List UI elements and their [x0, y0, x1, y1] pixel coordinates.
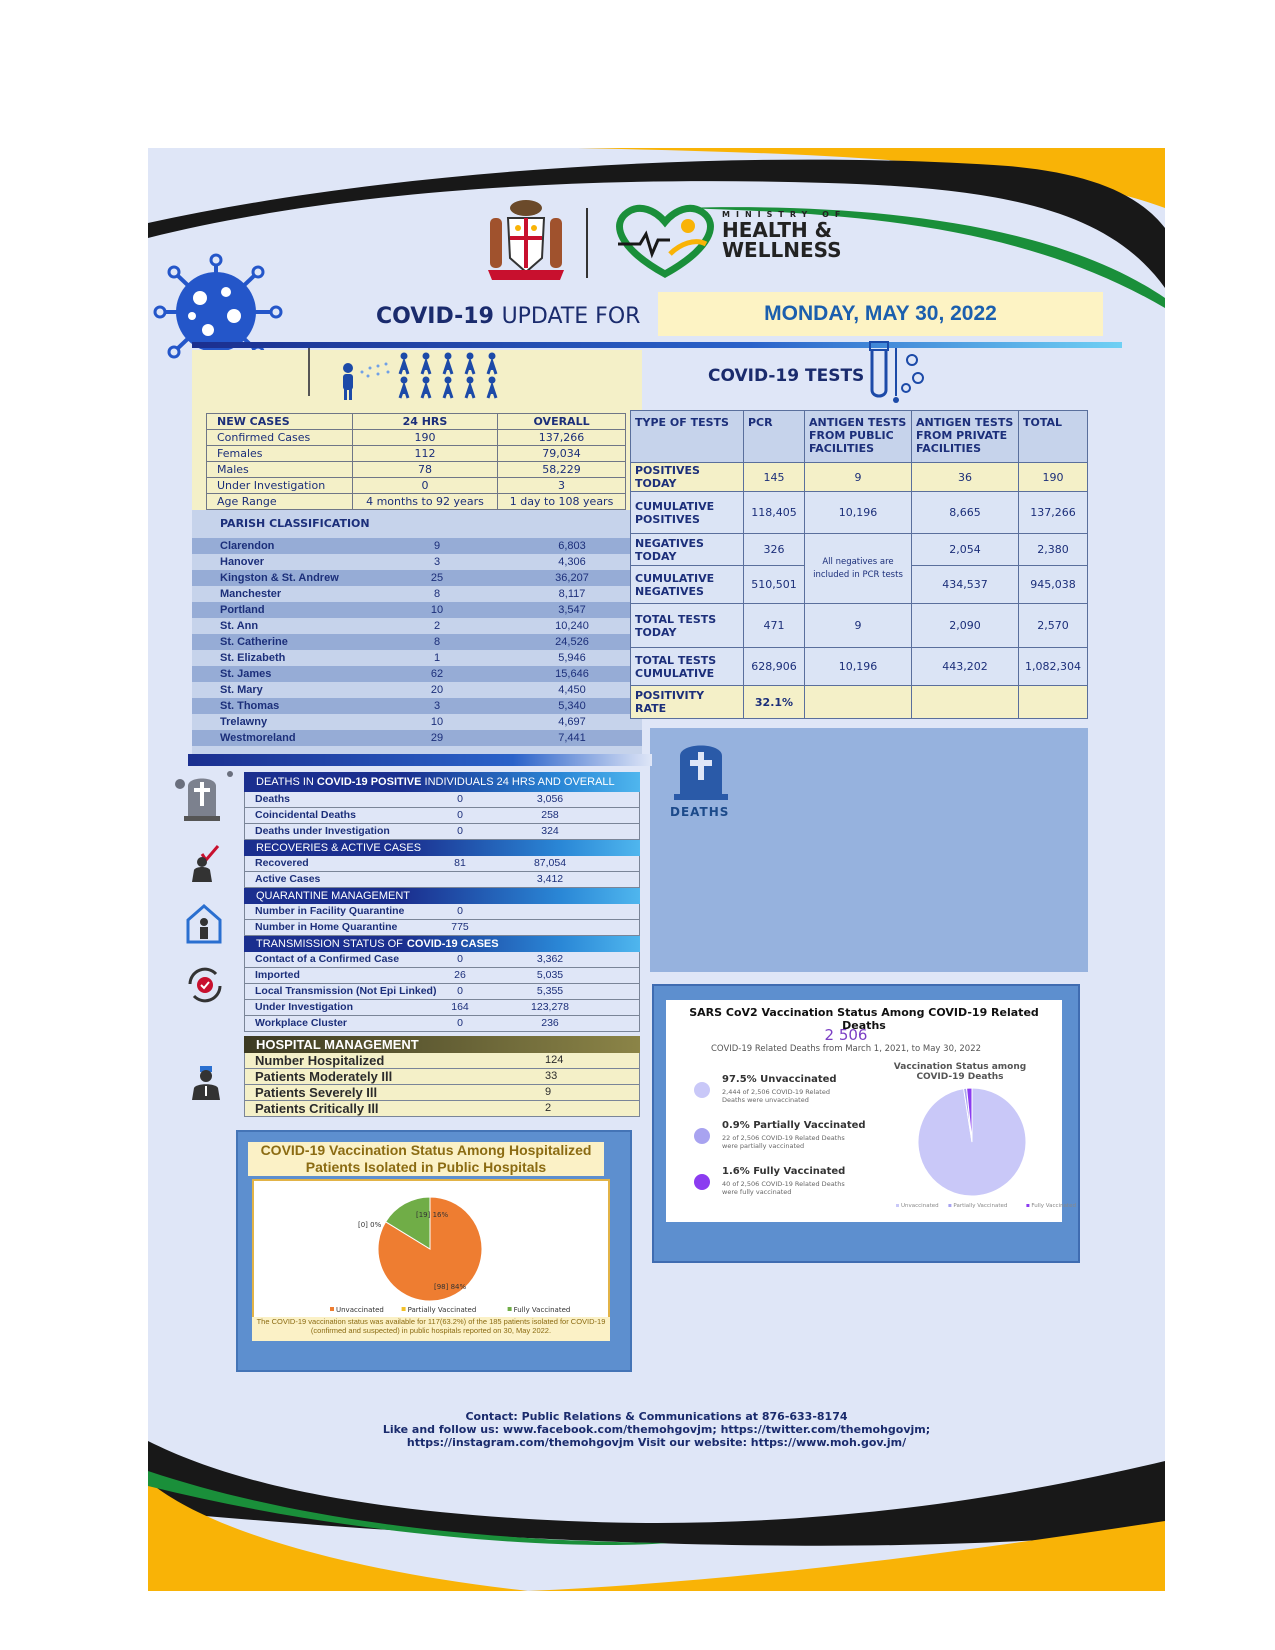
hospital-row: [244, 1053, 640, 1069]
sars-vacc-title: SARS CoV2 Vaccination Status Among COVID-19 Related Deaths: [689, 1006, 1039, 1032]
parish-24hrs: 25: [430, 572, 444, 584]
col-antigen-public: ANTIGEN TESTS FROM PUBLIC FACILITIES: [805, 411, 912, 463]
cell: 137,266: [1019, 492, 1088, 534]
parish-24hrs: 9: [433, 540, 441, 552]
parish-overall: 10,240: [555, 620, 589, 632]
status-desc: 22 of 2,506 COVID-19 Related Deaths were partially vaccinated: [722, 1134, 845, 1150]
title-bold: COVID-19: [376, 304, 494, 329]
parish-overall: 24,526: [555, 636, 589, 648]
cell-overall: 5,355: [536, 985, 564, 997]
row-label: Under Investigation: [207, 478, 353, 494]
parish-row: [192, 682, 642, 698]
cell: 137,266: [498, 430, 626, 446]
header-bar: [192, 342, 1122, 348]
row-label: Number in Home Quarantine: [255, 921, 398, 933]
cell: 190: [352, 430, 497, 446]
bottom-swoosh: [148, 1441, 1165, 1591]
table-row: [244, 856, 640, 872]
row-label: Females: [207, 446, 353, 462]
parish-row: [192, 602, 642, 618]
hosp-vacc-pie-svg: [254, 1181, 608, 1317]
cell-overall: 324: [541, 825, 559, 837]
col-type: TYPE OF TESTS: [631, 411, 744, 463]
cell: 628,906: [744, 648, 805, 686]
hospital-row: [244, 1101, 640, 1117]
recoveries-header-text: RECOVERIES & ACTIVE CASES: [256, 842, 422, 854]
row-label: Recovered: [255, 857, 309, 869]
parish-name: St. Mary: [220, 684, 263, 696]
row-label: Patients Critically Ill: [255, 1101, 379, 1116]
cell: 326: [744, 534, 805, 566]
cell: 443,202: [912, 648, 1019, 686]
parish-row: [192, 538, 642, 554]
cell-24hrs: 81: [454, 857, 466, 869]
hosp-vacc-chart: [252, 1179, 610, 1319]
status-label: 1.6% Fully Vaccinated: [722, 1166, 846, 1177]
cell-24hrs: 164: [451, 1001, 469, 1013]
quarantine-header: [244, 888, 640, 905]
parish-row: [192, 634, 642, 650]
cell-overall: 3,412: [536, 873, 564, 885]
section-bar: [188, 754, 652, 766]
cell: 2,054: [912, 534, 1019, 566]
parish-overall: 5,340: [558, 700, 586, 712]
parish-24hrs: 3: [433, 556, 441, 568]
table-row: [207, 494, 626, 510]
cell-value: 124: [545, 1054, 564, 1066]
parish-name: Trelawny: [220, 716, 268, 728]
report-date: MONDAY, MAY 30, 2022: [658, 292, 1103, 336]
parish-24hrs: 29: [430, 732, 444, 744]
parish-row: [192, 586, 642, 602]
parish-overall: 4,697: [558, 716, 586, 728]
parish-24hrs: 62: [430, 668, 444, 680]
table-row: [244, 920, 640, 936]
parish-24hrs: 3: [433, 700, 441, 712]
parish-row: [192, 730, 642, 746]
hospital-row: [244, 1069, 640, 1085]
cell: 1 day to 108 years: [498, 494, 626, 510]
sars-vacc-card: [666, 1000, 1076, 1222]
quarantine-header-text: QUARANTINE MANAGEMENT: [256, 890, 411, 902]
cell-value: 33: [545, 1070, 558, 1082]
row-label: Coincidental Deaths: [255, 809, 356, 821]
parish-name: Hanover: [220, 556, 265, 568]
cell-overall: 3,362: [536, 953, 564, 965]
row-label: Local Transmission (Not Epi Linked): [255, 985, 437, 997]
parish-24hrs: 8: [433, 588, 441, 600]
table-row: [244, 872, 640, 888]
cell: [805, 686, 912, 719]
doctor-icon: [188, 1066, 224, 1100]
cell: 112: [352, 446, 497, 462]
cell: [1019, 686, 1088, 719]
deaths-section-header: [244, 772, 640, 792]
moh-heart-logo: [610, 204, 720, 280]
row-label: NEGATIVES TODAY: [631, 534, 744, 566]
people-spray-icon: [334, 350, 504, 402]
legend-swatch: [402, 1307, 406, 1311]
table-row: [207, 446, 626, 462]
cell: 471: [744, 604, 805, 648]
tombstone-icon: [674, 736, 728, 800]
deaths-title-bold: COVID-19 POSITIVE: [316, 776, 422, 788]
sars-pie-title: Vaccination Status among COVID-19 Deaths: [893, 1062, 1027, 1082]
row-label: Active Cases: [255, 873, 321, 885]
parish-overall: 7,441: [558, 732, 586, 744]
row-label: TOTAL TESTS TODAY: [631, 604, 744, 648]
table-row: [631, 534, 1088, 566]
cell-24hrs: 0: [457, 905, 463, 917]
cell-overall: 5,035: [536, 969, 564, 981]
parish-24hrs: 10: [430, 604, 444, 616]
cell: 434,537: [912, 566, 1019, 604]
table-row: [207, 430, 626, 446]
legend-label: Unvaccinated: [901, 1203, 939, 1209]
parish-row: [192, 698, 642, 714]
cell: 36: [912, 463, 1019, 492]
cell-24hrs: 26: [454, 969, 466, 981]
hospital-row: [244, 1085, 640, 1101]
cell-24hrs: 775: [451, 921, 469, 933]
col-pcr: PCR: [744, 411, 805, 463]
cell-value: 9: [545, 1086, 552, 1098]
row-label: Deaths: [255, 793, 291, 805]
status-desc: 2,444 of 2,506 COVID-19 Related Deaths were unvaccinated: [722, 1088, 830, 1104]
cell: [912, 686, 1019, 719]
cell: 78: [352, 462, 497, 478]
hospital-header: [244, 1036, 640, 1053]
parish-name: Clarendon: [220, 540, 275, 552]
tests-table: [630, 410, 1088, 719]
parish-name: Portland: [220, 604, 265, 616]
title-rest: UPDATE FOR: [501, 304, 641, 329]
parish-name: St. Ann: [220, 620, 259, 632]
parish-24hrs: 1: [433, 652, 441, 664]
parish-overall: 5,946: [558, 652, 586, 664]
legend-label: Partially Vaccinated: [953, 1203, 1008, 1209]
deaths-label: DEATHS: [670, 805, 730, 819]
legend-label: Partially Vaccinated: [407, 1306, 477, 1314]
cell: 10,196: [805, 492, 912, 534]
parish-name: Manchester: [220, 588, 282, 600]
cell: 118,405: [744, 492, 805, 534]
cell: 945,038: [1019, 566, 1088, 604]
row-label: Males: [207, 462, 353, 478]
table-row: [244, 1016, 640, 1032]
cell-overall: 236: [541, 1017, 559, 1029]
col-24hrs: 24 HRS: [352, 414, 497, 430]
cell: 1,082,304: [1019, 648, 1088, 686]
cell: 10,196: [805, 648, 912, 686]
home-quarantine-icon: [184, 902, 224, 944]
pie-data-label: [98] 84%: [434, 1283, 467, 1291]
col-new-cases: NEW CASES: [207, 414, 353, 430]
cell: 2,570: [1019, 604, 1088, 648]
panel-divider: [308, 348, 310, 396]
row-label: Patients Moderately Ill: [255, 1069, 393, 1084]
new-cases-header: [207, 414, 626, 430]
hosp-vacc-title: COVID-19 Vaccination Status Among Hospitalized Patients Isolated in Public Hospitals: [248, 1142, 604, 1176]
cell-24hrs: 0: [457, 953, 463, 965]
row-label: Age Range: [207, 494, 353, 510]
cell-24hrs: 0: [457, 793, 463, 805]
row-label: Workplace Cluster: [255, 1017, 348, 1029]
cell-24hrs: 0: [457, 809, 463, 821]
table-row: [244, 904, 640, 920]
cell: 58,229: [498, 462, 626, 478]
parish-name: Westmoreland: [220, 732, 296, 744]
deaths-title-post: INDIVIDUALS 24 HRS AND OVERALL: [424, 776, 615, 788]
parish-row: [192, 554, 642, 570]
row-label: POSITIVITY RATE: [631, 686, 744, 719]
footer-contact: Contact: Public Relations & Communications at 876-633-8174: [465, 1410, 848, 1423]
update-sheet: [148, 148, 1165, 1591]
transmission-header-text: COVID-19 CASES: [406, 938, 499, 950]
table-row: [631, 604, 1088, 648]
table-row: [207, 478, 626, 494]
cell: 0: [352, 478, 497, 494]
legend-swatch: [1026, 1204, 1029, 1207]
footer-social: Like and follow us: www.facebook.com/themohgovjm; https://twitter.com/themohgovjm;: [382, 1423, 931, 1436]
table-row: [244, 824, 640, 840]
cell: 2,380: [1019, 534, 1088, 566]
parish-24hrs: 20: [430, 684, 444, 696]
legend-label: Fully Vaccinated: [1031, 1203, 1076, 1209]
cell: 190: [1019, 463, 1088, 492]
deaths-title-pre: DEATHS IN: [256, 776, 314, 788]
parish-row: [192, 570, 642, 586]
cell: 9: [805, 463, 912, 492]
tests-header: [631, 411, 1088, 463]
col-antigen-private: ANTIGEN TESTS FROM PRIVATE FACILITIES: [912, 411, 1019, 463]
status-dot-icon: [694, 1174, 710, 1190]
header-divider: [586, 208, 588, 278]
parish-row: [192, 714, 642, 730]
parish-row: [192, 666, 642, 682]
table-row: [631, 648, 1088, 686]
cell-overall: 87,054: [533, 857, 567, 869]
row-label: CUMULATIVE POSITIVES: [631, 492, 744, 534]
ministry-small-label: MINISTRY OF: [722, 210, 847, 219]
cell-24hrs: 0: [457, 1017, 463, 1029]
pie-data-label: [0] 0%: [358, 1221, 382, 1229]
legend-swatch: [896, 1204, 899, 1207]
status-label: 0.9% Partially Vaccinated: [722, 1120, 866, 1131]
update-title: [376, 304, 640, 329]
cell: 79,034: [498, 446, 626, 462]
grave-icon: [172, 770, 236, 822]
parish-24hrs: 2: [433, 620, 441, 632]
row-label: Imported: [255, 969, 300, 981]
parish-overall: 36,207: [555, 572, 589, 584]
table-row: [631, 492, 1088, 534]
row-label: Number in Facility Quarantine: [255, 905, 405, 917]
cell: 145: [744, 463, 805, 492]
status-label: 97.5% Unvaccinated: [722, 1074, 837, 1085]
legend-swatch: [948, 1204, 951, 1207]
table-row: [244, 808, 640, 824]
hosp-vacc-footnote: The COVID-19 vaccination status was available for 117(63.2%) of the 185 patients isolated for COVID-19 (confirmed and suspected) in public hospitals reported on 30, May 2022.: [252, 1317, 610, 1341]
row-label: Patients Severely Ill: [255, 1085, 378, 1100]
row-label: Number Hospitalized: [255, 1053, 385, 1068]
parish-name: St. Thomas: [220, 700, 280, 712]
footer: [148, 1410, 1165, 1449]
row-label: Contact of a Confirmed Case: [255, 953, 400, 965]
col-overall: OVERALL: [498, 414, 626, 430]
transmission-icon: [182, 964, 228, 1006]
parish-overall: 3,547: [558, 604, 586, 616]
parish-overall: 15,646: [555, 668, 589, 680]
row-label: TOTAL TESTS CUMULATIVE: [631, 648, 744, 686]
cell: 9: [805, 604, 912, 648]
sars-vacc-subtitle: COVID-19 Related Deaths from March 1, 2021, to May 30, 2022: [710, 1044, 982, 1054]
table-row: [244, 984, 640, 1000]
parish-overall: 8,117: [558, 588, 586, 600]
table-row: [244, 968, 640, 984]
cell: 510,501: [744, 566, 805, 604]
parish-name: St. Catherine: [220, 636, 288, 648]
status-dot-icon: [694, 1128, 710, 1144]
cell: 3: [498, 478, 626, 494]
cell: 2,090: [912, 604, 1019, 648]
footer-website: https://instagram.com/themohgovjm Visit our website: https://www.moh.gov.jm/: [406, 1436, 907, 1449]
table-row: [631, 463, 1088, 492]
transmission-header: [244, 936, 640, 953]
cell: 4 months to 92 years: [352, 494, 497, 510]
sars-vacc-total: 2 506: [824, 1026, 868, 1044]
legend-swatch: [508, 1307, 512, 1311]
table-row: [244, 792, 640, 808]
status-desc: 40 of 2,506 COVID-19 Related Deaths were fully vaccinated: [722, 1180, 845, 1196]
parish-24hrs: 8: [433, 636, 441, 648]
cell-overall: 258: [541, 809, 559, 821]
sars-vacc-pie-svg: [886, 1086, 1076, 1216]
parish-title: PARISH CLASSIFICATION: [220, 517, 370, 530]
cell-24hrs: 0: [457, 825, 463, 837]
row-label: CUMULATIVE NEGATIVES: [631, 566, 744, 604]
negatives-note: All negatives are included in PCR tests: [805, 534, 912, 604]
test-tube-icon: [868, 340, 934, 406]
ministry-name-1: HEALTH &: [722, 218, 833, 242]
legend-label: Unvaccinated: [336, 1306, 384, 1314]
cell: 8,665: [912, 492, 1019, 534]
table-row: [631, 686, 1088, 719]
row-label: POSITIVES TODAY: [631, 463, 744, 492]
table-row: [207, 462, 626, 478]
tests-title: COVID-19 TESTS: [708, 366, 865, 386]
cell-overall: 123,278: [531, 1001, 569, 1013]
cell-value: 2: [545, 1102, 552, 1114]
row-label: Confirmed Cases: [207, 430, 353, 446]
status-dot-icon: [694, 1082, 710, 1098]
parish-name: St. James: [220, 668, 272, 680]
cell-overall: 3,056: [536, 793, 564, 805]
parish-row: [192, 618, 642, 634]
row-label: Deaths under Investigation: [255, 825, 390, 837]
hospital-title: HOSPITAL MANAGEMENT: [256, 1037, 419, 1052]
parish-overall: 4,450: [558, 684, 586, 696]
table-row: [244, 952, 640, 968]
pie-data-label: [19] 16%: [416, 1211, 449, 1219]
positivity-rate: 32.1%: [744, 686, 805, 719]
recoveries-header: [244, 840, 640, 857]
parish-row: [192, 650, 642, 666]
new-cases-table: [206, 413, 626, 510]
table-row: [244, 1000, 640, 1016]
parish-name: Kingston & St. Andrew: [220, 572, 339, 584]
ministry-name-2: WELLNESS: [722, 238, 842, 262]
recovery-icon: [188, 844, 222, 884]
legend-swatch: [330, 1307, 334, 1311]
transmission-header-text: TRANSMISSION STATUS OF: [256, 938, 403, 950]
coat-of-arms-emblem: [480, 196, 572, 282]
col-total: TOTAL: [1019, 411, 1088, 463]
row-label: Under Investigation: [255, 1001, 354, 1013]
parish-overall: 4,306: [558, 556, 586, 568]
cell-24hrs: 0: [457, 985, 463, 997]
parish-name: St. Elizabeth: [220, 652, 286, 664]
parish-24hrs: 10: [430, 716, 444, 728]
legend-label: Fully Vaccinated: [513, 1306, 571, 1314]
parish-overall: 6,803: [558, 540, 586, 552]
